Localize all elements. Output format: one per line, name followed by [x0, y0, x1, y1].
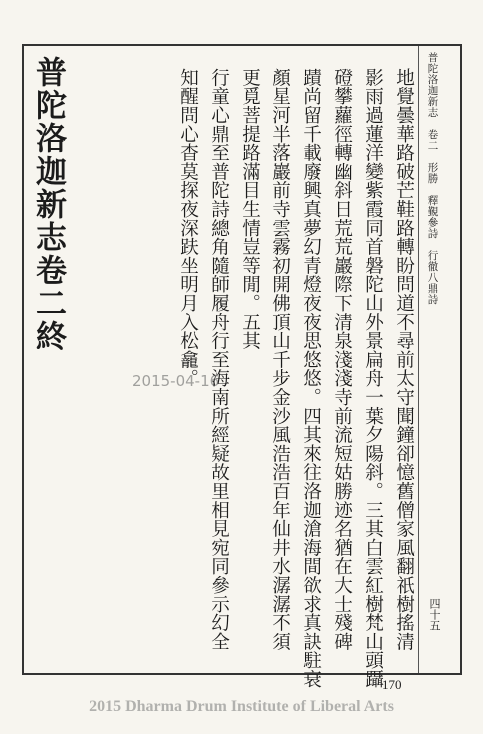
text-column: 顏星河半落巖前寺雲霧初開佛頂山千步金沙風浩浩百年仙井水潺潺不須: [269, 68, 291, 651]
text-column: 行童心鼎至普陀詩總角隨師履舟行至海南所經疑故里相見宛同參示幻全: [208, 68, 230, 651]
copyright-watermark: 2015 Dharma Drum Institute of Liberal Arts: [89, 698, 394, 715]
page-number-chinese: 四十五: [428, 598, 441, 631]
text-column: 蹟尚留千載廢興真夢幻青燈夜夜思悠悠。四其來往洛迦滄海間欲求真訣駐衰: [300, 68, 322, 689]
text-column: 影雨過蓮洋變紫霞同首磐陀山外景扁舟一葉夕陽斜。三其白雲紅樹梵山頭躡: [362, 68, 384, 689]
running-header: 普陀洛迦新志 卷二 形勝 釋覲參詩 行徹八鼎詩: [426, 52, 439, 305]
text-column: 地覺曇華路破芒鞋路轉盼問道不尋前太守聞鐘卻憶舊僧家風翻祇樹搖清: [393, 68, 415, 651]
text-column: 磴攀蘿徑轉幽斜日荒荒巖際下清泉淺淺寺前流短姑勝迹名猶在大士殘碑: [331, 68, 353, 651]
text-column: 知醒問心杳莫探夜深趺坐明月入松龕。: [177, 68, 199, 388]
header-divider: [418, 46, 419, 673]
text-column: 更覓菩提路滿目生情豈等閒。五其: [239, 68, 261, 350]
volume-end-title: 普陀洛迦新志卷二終: [30, 56, 66, 353]
printed-page-number: 170: [382, 677, 402, 692]
date-watermark: 2015-04-16: [132, 372, 220, 390]
